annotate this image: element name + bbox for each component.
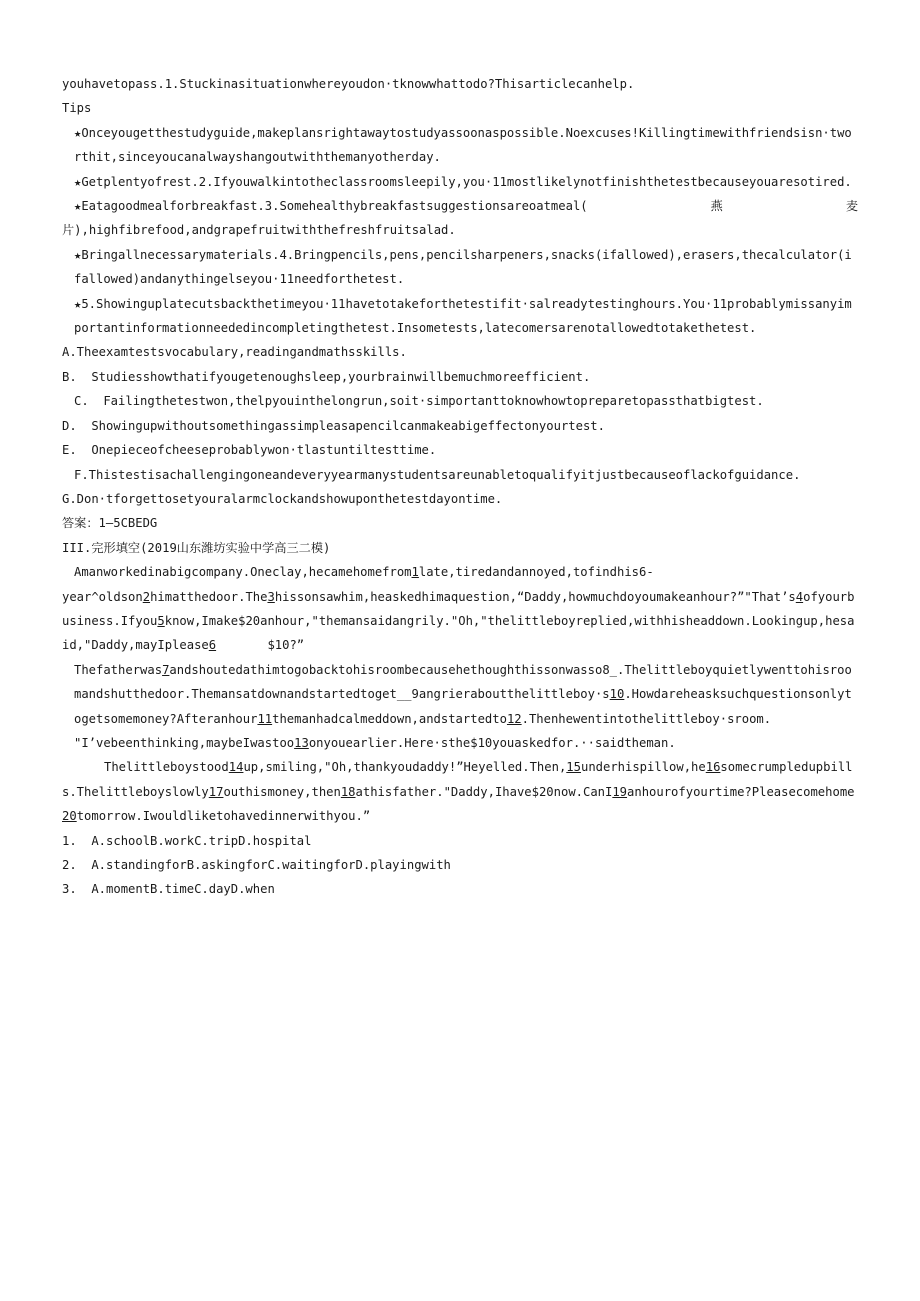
blank-20: 20	[62, 809, 77, 824]
cloze-text: athisfather."Daddy,Ihave$20now.CanI	[355, 784, 613, 799]
cloze-text: andshoutedathimtogobacktohisroombecausehethoughthissonwasso8_.Thelittleboyquietlywenttohisroomandshutthedoor.Themansatdownandstartedtoget__9angrieraboutthelittleboy·s	[74, 662, 852, 702]
option-g: G.Don·tforgettosetyouralarmclockandshowuponthetestdayontime.	[62, 491, 503, 506]
cloze-paragraph-5	[62, 755, 858, 828]
blank-14: 14	[228, 760, 244, 775]
cloze-text: underhispillow,he	[580, 760, 706, 775]
cloze-text: tomorrow.Iwouldliketohavedinnerwithyou.”	[76, 809, 371, 824]
question-1: 1. A.schoolB.workC.tripD.hospital	[62, 833, 312, 848]
option-b: B. Studiesshowthatifyougetenoughsleep,yourbrainwillbemuchmoreefficient.	[62, 369, 591, 384]
tip-1: ★Onceyougetthestudyguide,makeplansrightawaytostudyassoonaspossible.Noexcuses!Killingtimewithfriendsisn·tworthit,sinceyoucanalwayshangoutwiththemanyotherday.	[74, 125, 852, 165]
blank-1: 1	[411, 565, 419, 580]
option-f: F.Thistestisachallengingoneandeveryyearmanystudentsareunabletoqualifyitjustbecauseoflackofguidance.	[74, 467, 801, 482]
cloze-paragraph-4	[62, 731, 858, 755]
tip-5: ★5.Showinguplatecutsbackthetimeyou·11havetotakeforthetestifit·salreadytestinghours.You·11probablymissanyimportantinformationneededincompletingthetest.Insometests,latecomersarenotallowedtotakethetest.	[74, 296, 852, 336]
blank-3: 3	[267, 589, 275, 604]
blank-11: 11	[257, 711, 273, 726]
tip-4: ★Bringallnecessarymaterials.4.Bringpencils,pens,pencilsharpeners,snacks(ifallowed),erasers,thecalculator(ifallowed)andanythingelseyou·11needforthetest.	[74, 247, 852, 287]
cloze-text: year^oldson	[62, 589, 143, 604]
cloze-text: Thefatherwas	[74, 662, 163, 677]
document-page	[62, 72, 858, 902]
cloze-text: know,Imake$20anhour,"themansaidangrily."Oh,"thelittleboyreplied,withhisheaddown.Lookingup,hesaid,"Daddy,mayIplease	[62, 613, 855, 653]
option-c: C. Failingthetestwon,thelpyouinthelongrun,soit·simportanttoknowhowtopreparetopassthatbigtest.	[74, 394, 764, 409]
blank-2: 2	[142, 589, 151, 604]
tip-3-cn-yan: 燕	[710, 199, 723, 214]
cloze-text: somecrumpledupbills.Thelittleboyslowly	[62, 760, 853, 799]
cloze-text: $10?”	[216, 638, 305, 653]
cloze-paragraph-3	[62, 658, 858, 731]
tip-3-continued: 片),highfibrefood,andgrapefruitwiththefreshfruitsalad.	[62, 223, 456, 238]
option-d: D. Showingupwithoutsomethingassimpleasapencilcanmakeabigeffectonyourtest.	[62, 418, 605, 433]
option-e: E. Onepieceofcheeseprobablywon·tlastuntiltesttime.	[62, 443, 437, 458]
question-3: 3. A.momentB.timeC.dayD.when	[62, 882, 275, 897]
cloze-text: .Thenhewentintothelittleboy·sroom.	[521, 711, 772, 726]
blank-5: 5	[157, 613, 165, 628]
cloze-text: onyouearlier.Here·sthe$10youaskedfor.··saidtheman.	[308, 735, 676, 750]
blank-17: 17	[208, 784, 224, 799]
cloze-text: late,tiredandannoyed,tofindhis6-	[418, 565, 654, 580]
tip-3-first-line	[62, 194, 858, 218]
blank-10: 10	[609, 687, 625, 702]
blank-15: 15	[566, 760, 581, 775]
section-title: III.完形填空(2019山东潍坊实验中学高三二模)	[62, 540, 331, 555]
cloze-text: themanhadcalmeddown,andstartedto	[272, 711, 507, 726]
cloze-text: ofyourbusiness.Ifyou	[62, 589, 855, 628]
cloze-text: hissonsawhim,heaskedhimaquestion,“Daddy,howmuchdoyoumakeanhour?”"That’s	[274, 589, 796, 604]
blank-18: 18	[340, 784, 356, 799]
option-a: A.Theexamtestsvocabulary,readingandmathsskills.	[62, 345, 407, 360]
cloze-text: up,smiling,"Oh,thankyoudaddy!”Heyelled.Then,	[243, 760, 567, 775]
tip-3-cn-mai: 麦	[845, 199, 858, 214]
cloze-paragraph-2	[62, 585, 858, 658]
cloze-text: .Howdareheasksuchquestionsonlytogetsomemoney?Afteranhour	[74, 687, 852, 726]
cloze-text: Amanworkedinabigcompany.Oneclay,hecamehomefrom	[74, 565, 412, 580]
cloze-text: Thelittleboystood	[104, 760, 229, 775]
tip-3-text: ★Eatagoodmealforbreakfast.3.Somehealthybreakfastsuggestionsareoatmeal(	[74, 199, 588, 214]
tips-heading: Tips	[62, 101, 92, 116]
blank-4: 4	[795, 589, 804, 604]
cloze-text: anhourofyourtime?Pleasecomehome	[627, 784, 855, 799]
answer-key: 答案：1—5CBEDG	[62, 516, 158, 531]
blank-19: 19	[612, 784, 628, 799]
cloze-text: himatthedoor.The	[150, 589, 268, 604]
cloze-paragraph-1	[62, 560, 858, 584]
blank-6: 6	[208, 638, 217, 653]
tip-2: ★Getplentyofrest.2.Ifyouwalkintotheclassroomsleepily,you·11mostlikelynotfinishthetestbecauseyouaresotired.	[74, 174, 852, 189]
cloze-text: "I’vebeenthinking,maybeIwastoo	[74, 735, 295, 750]
cloze-text: outhismoney,then	[223, 784, 341, 799]
passage-intro: youhavetopass.1.Stuckinasituationwhereyoudon·tknowwhattodo?Thisarticlecanhelp.	[62, 77, 635, 91]
blank-7: 7	[162, 662, 170, 677]
blank-12: 12	[506, 711, 522, 726]
blank-16: 16	[705, 760, 721, 775]
question-2: 2. A.standingforB.askingforC.waitingforD.playingwith	[62, 858, 451, 872]
blank-13: 13	[294, 735, 309, 750]
